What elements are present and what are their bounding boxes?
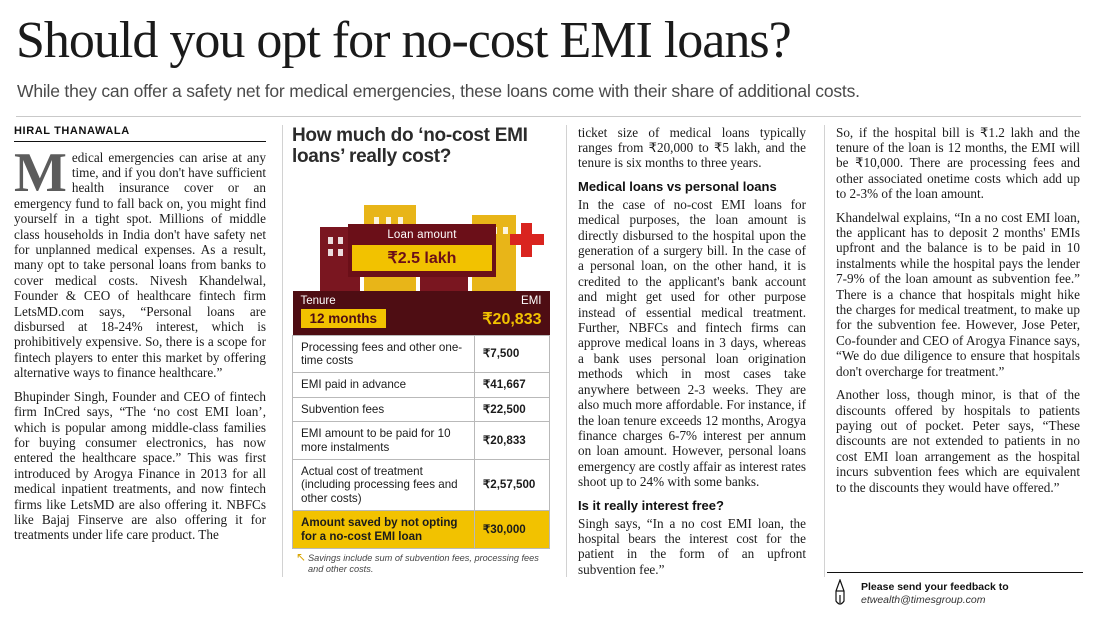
row-amount: ₹2,57,500 <box>474 460 549 511</box>
row-amount: ₹20,833 <box>474 422 549 460</box>
article-columns <box>14 125 1083 586</box>
tenure-label: Tenure <box>293 291 475 309</box>
section-heading: Medical loans vs personal loans <box>578 178 777 194</box>
column-2-infographic <box>282 125 562 586</box>
byline: HIRAL THANAWALA <box>14 125 266 142</box>
feedback-line: Please send your feedback to <box>861 581 1009 593</box>
header-divider <box>16 116 1081 117</box>
tenure-value: 12 months <box>301 309 387 328</box>
paragraph: Khandelwal explains, “In a no cost EMI loan, the applicant has to deposit 2 months' EMIs upfront and the balance is to be paid in 10 instalments while the hospital pays the lender 7-9% of the loan amount as subvention fee.” There is a chance that hospitals might hike the charges for medical treatment, to make up for the subvention fee. However, Jose Peter, Co-founder and CEO of Arogya Finance says, “We do due diligence to ensure that hospitals don't overcharge for treatment.” <box>836 209 1080 379</box>
column-3 <box>562 125 820 586</box>
paragraph: ticket size of medical loans typically ranges from ₹20,000 to ₹5 lakh, and the tenure is six months to three years. <box>578 124 806 171</box>
row-amount: ₹41,667 <box>474 373 549 397</box>
paragraph-text: edical emergencies can arise at any time, and if you don't have sufficient health insurance cover or an emergency fund to fall back on, you might find yourself in a tight spot. Millions of middle class households in India don't have safety net for unplanned medical expenses. As a result, many opt to take personal loans from banks to cover medical costs. Nivesh Khandelwal, Founder & CEO of healthcare fintech firm LetsMD.com says, “Personal loans are disbursed at 18-24% interest, which is prohibitively expensive. So, there is a scope for fintech players to enter this market by offering alternative ways to finance healthcare.” <box>14 149 266 381</box>
column-4 <box>820 125 1080 586</box>
table-value-row <box>293 309 550 336</box>
paragraph: Another loss, though minor, is that of the discounts offered by hospitals to patients paying out of pocket. Peter says, “These discounts are not extended to patients in no cost EMI loan arrangement as the hospital incurs subvention fees which are equivalent to the discounts they would have offered.” <box>836 387 1080 495</box>
row-label: Actual cost of treatment (including processing fees and other costs) <box>293 460 475 511</box>
section-heading: Is it really interest free? <box>578 497 724 513</box>
paragraph: Singh says, “In a no cost EMI loan, the hospital bears the interest cost for the patient in the form of an upfront subvention fee.” <box>578 515 806 577</box>
table-row <box>293 422 550 460</box>
cost-table <box>292 291 550 549</box>
medical-cross-icon <box>510 234 544 245</box>
table-row <box>293 460 550 511</box>
paragraph: Bhupinder Singh, Founder and CEO of fintech firm InCred says, “The ‘no cost EMI loan’, which is popular among middle-class families for buying consumer electronics, has now entered the healthcare space.” This was first introduced by Arogya Finance in 2013 for all medical inpatient treatments, and now fintech firms like LetsMD are also offering it. NBFCs like Bajaj Finserve are also offering it for treatments under life care product. The <box>14 388 266 543</box>
paragraph: In the case of no-cost EMI loans for medical purposes, the loan amount is directly disbursed to the hospital upon the generation of a surgery bill. In the case of a personal loan, on the other hand, it is credited to the applicant's bank account and might get used for other purpose instead of essential medical treatment. Further, NBFCs and fintech firms can approve medical loans in 3 days, whereas a bank uses personal loan origination methods which in most cases take anywhere between 2-3 weeks. They are also much more affordable. For instance, if the loan tenure exceeds 12 months, Arogya finance charges 6-7% interest per annum on loan amount. However, personal loans emergency are costly affair as interest rates shoot up to 24% with some banks. <box>578 196 806 490</box>
pen-icon <box>827 579 853 609</box>
paragraph <box>14 141 266 381</box>
row-amount: ₹30,000 <box>474 511 549 549</box>
loan-amount-value: ₹2.5 lakh <box>352 245 492 271</box>
emi-label: EMI <box>474 291 549 309</box>
row-label: Amount saved by not opting for a no-cost EMI loan <box>293 511 475 549</box>
note-text: Savings include sum of subvention fees, processing fees and other costs. <box>308 553 539 575</box>
tenure-cell <box>293 309 475 336</box>
feedback-text <box>861 581 1009 607</box>
arrow-icon: ↖ <box>296 550 307 565</box>
row-amount: ₹7,500 <box>474 335 549 373</box>
page-title: Should you opt for no-cost EMI loans? <box>16 12 791 69</box>
row-label: EMI paid in advance <box>293 373 475 397</box>
table-row <box>293 397 550 421</box>
table-row <box>293 373 550 397</box>
table-row-highlight <box>293 511 550 549</box>
row-label: Processing fees and other one-time costs <box>293 335 475 373</box>
infographic-illustration <box>292 173 550 291</box>
page-subtitle: While they can offer a safety net for medical emergencies, these loans come with their share of additional costs. <box>17 80 860 101</box>
table-header-row <box>293 291 550 309</box>
drop-cap: M <box>14 141 67 204</box>
row-label: Subvention fees <box>293 397 475 421</box>
feedback-email[interactable]: etwealth@timesgroup.com <box>861 594 986 606</box>
row-label: EMI amount to be paid for 10 more instalments <box>293 422 475 460</box>
loan-amount-callout <box>348 224 496 277</box>
table-row <box>293 335 550 373</box>
feedback-box <box>827 572 1083 609</box>
emi-value: ₹20,833 <box>482 310 542 328</box>
paragraph: So, if the hospital bill is ₹1.2 lakh and the tenure of the loan is 12 months, the EMI will be ₹10,000. There are processing fees and other associated onetime costs which add up to 2-3% of the loan amount. <box>836 124 1080 202</box>
infographic <box>292 125 550 575</box>
infographic-note <box>292 549 550 575</box>
row-amount: ₹22,500 <box>474 397 549 421</box>
loan-amount-label: Loan amount <box>387 228 457 241</box>
newspaper-page <box>0 14 1097 617</box>
infographic-title: How much do ‘no-cost EMI loans’ really cost? <box>292 124 528 167</box>
emi-cell <box>474 309 549 336</box>
column-1 <box>14 125 282 586</box>
